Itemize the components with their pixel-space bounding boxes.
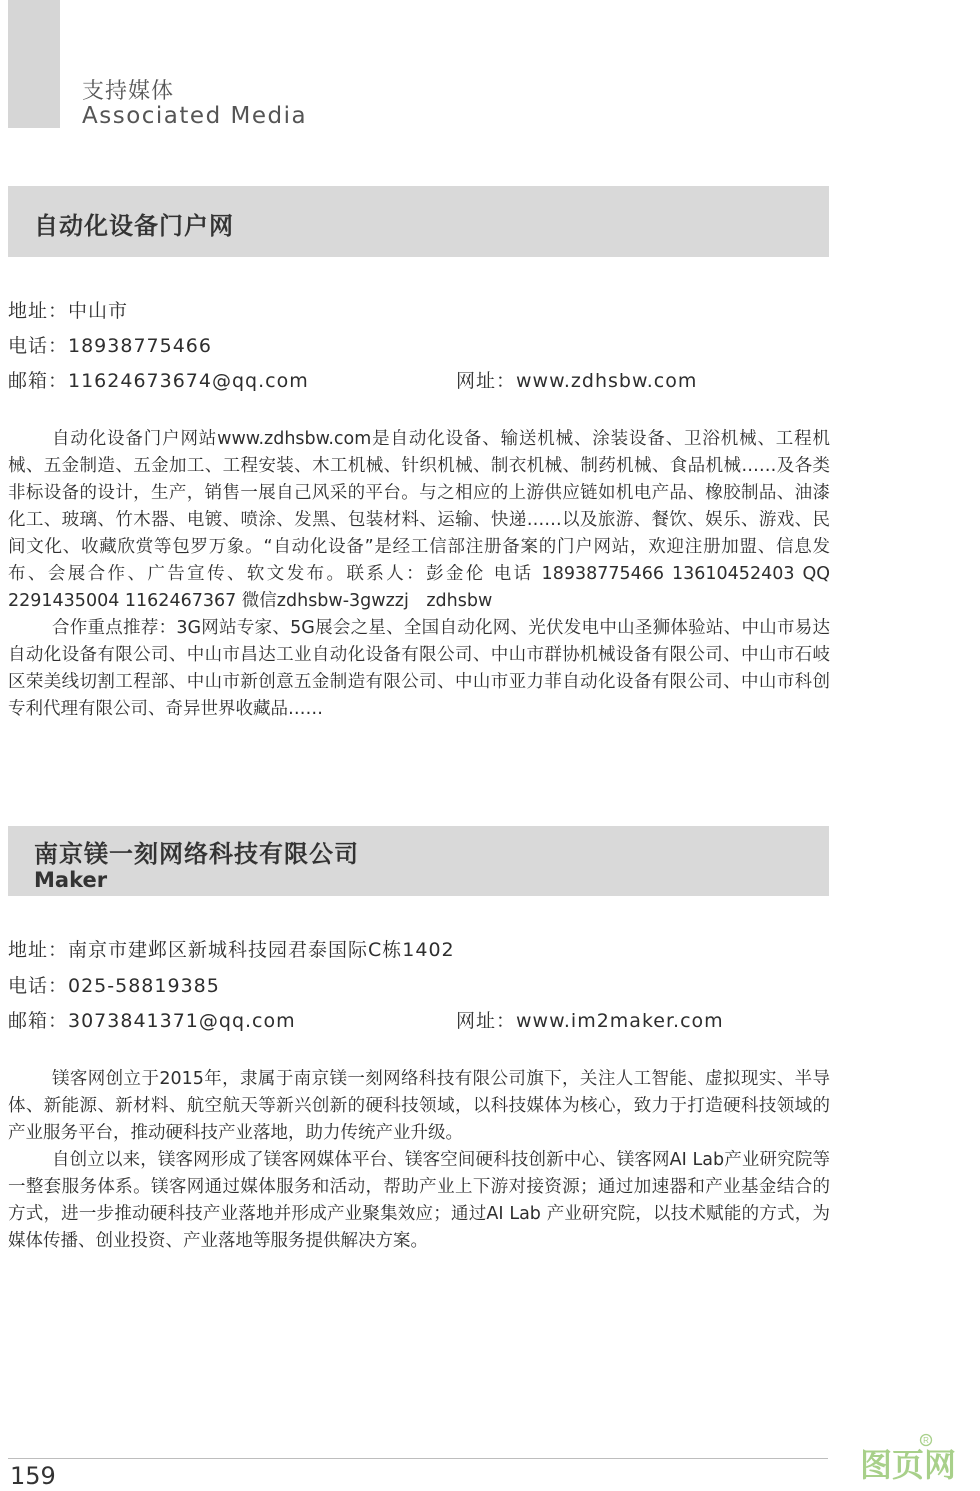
header-title-cn: 支持媒体	[82, 79, 175, 104]
section1-address: 地址：中山市	[8, 300, 129, 322]
section1-website: 网址：www.zdhsbw.com	[456, 370, 698, 392]
header-tab-block	[8, 0, 60, 128]
header-title-en: Associated Media	[82, 103, 308, 129]
section2-phone: 电话：025-58819385	[8, 975, 220, 997]
section2-email: 邮箱：3073841371@qq.com	[8, 1010, 296, 1032]
section1-paragraph: 合作重点推荐：3G网站专家、5G展会之星、全国自动化网、光伏发电中山圣狮体验站、中山市易达自动化设备有限公司、中山市昌达工业自动化设备有限公司、中山市群协机械设备有限公司、中山市石岐区荣美线切割工程部、中山市新创意五金制造有限公司、中山市亚力菲自动化设备有限公司、中山市科创专利代理有限公司、奇异世界收藏品……	[8, 618, 830, 719]
section2-address: 地址：南京市建邺区新城科技园君泰国际C栋1402	[8, 939, 455, 961]
footer-divider	[8, 1458, 828, 1459]
section2-title-bar	[8, 826, 829, 896]
section2-paragraph: 镁客网创立于2015年，隶属于南京镁一刻网络科技有限公司旗下，关注人工智能、虚拟现实、半导体、新能源、新材料、航空航天等新兴创新的硬科技领域，以科技媒体为核心，致力于打造硬科技领域的产业服务平台，推动硬科技产业落地，助力传统产业升级。	[8, 1069, 830, 1143]
section1-description	[8, 426, 830, 723]
section2-paragraph: 自创立以来，镁客网形成了镁客网媒体平台、镁客空间硬科技创新中心、镁客网AI Lab产业研究院等一整套服务体系。镁客网通过媒体服务和活动，帮助产业上下游对接资源；通过加速器和产业基金结合的方式，进一步推动硬科技产业落地并形成产业聚集效应；通过AI Lab 产业研究院，以技术赋能的方式，为媒体传播、创业投资、产业落地等服务提供解决方案。	[8, 1150, 830, 1251]
section1-paragraph: 自动化设备门户网站www.zdhsbw.com是自动化设备、输送机械、涂装设备、卫浴机械、工程机械、五金制造、五金加工、工程安装、木工机械、针织机械、制衣机械、制药机械、食品机械……及各类非标设备的设计，生产，销售一展自己风采的平台。与之相应的上游供应链如机电产品、橡胶制品、油漆化工、玻璃、竹木器、电镀、喷涂、发黑、包装材料、运输、快递……以及旅游、餐饮、娱乐、游戏、民间文化、收藏欣赏等包罗万象。“自动化设备”是经工信部注册备案的门户网站，欢迎注册加盟、信息发布、会展合作、广告宣传、软文发布。联系人：彭金伦 电话 18938775466 13610452403 QQ 2291435004 1162467367 微信zdhsbw-3gwzzj zdhsbw	[8, 429, 830, 611]
section1-title-bar	[8, 186, 829, 257]
section2-title: 南京镁一刻网络科技有限公司	[34, 840, 359, 868]
section2-description	[8, 1066, 830, 1255]
page-number: 159	[10, 1462, 56, 1490]
section2-subtitle: Maker	[34, 868, 108, 892]
section2-website: 网址：www.im2maker.com	[456, 1010, 724, 1032]
section1-email: 邮箱：11624673674@qq.com	[8, 370, 309, 392]
svg-text:R: R	[923, 1436, 929, 1445]
section1-title: 自动化设备门户网	[34, 212, 234, 240]
section1-phone: 电话：18938775466	[8, 335, 212, 357]
watermark-text: 图页网	[860, 1446, 957, 1484]
watermark-logo	[858, 1432, 970, 1484]
